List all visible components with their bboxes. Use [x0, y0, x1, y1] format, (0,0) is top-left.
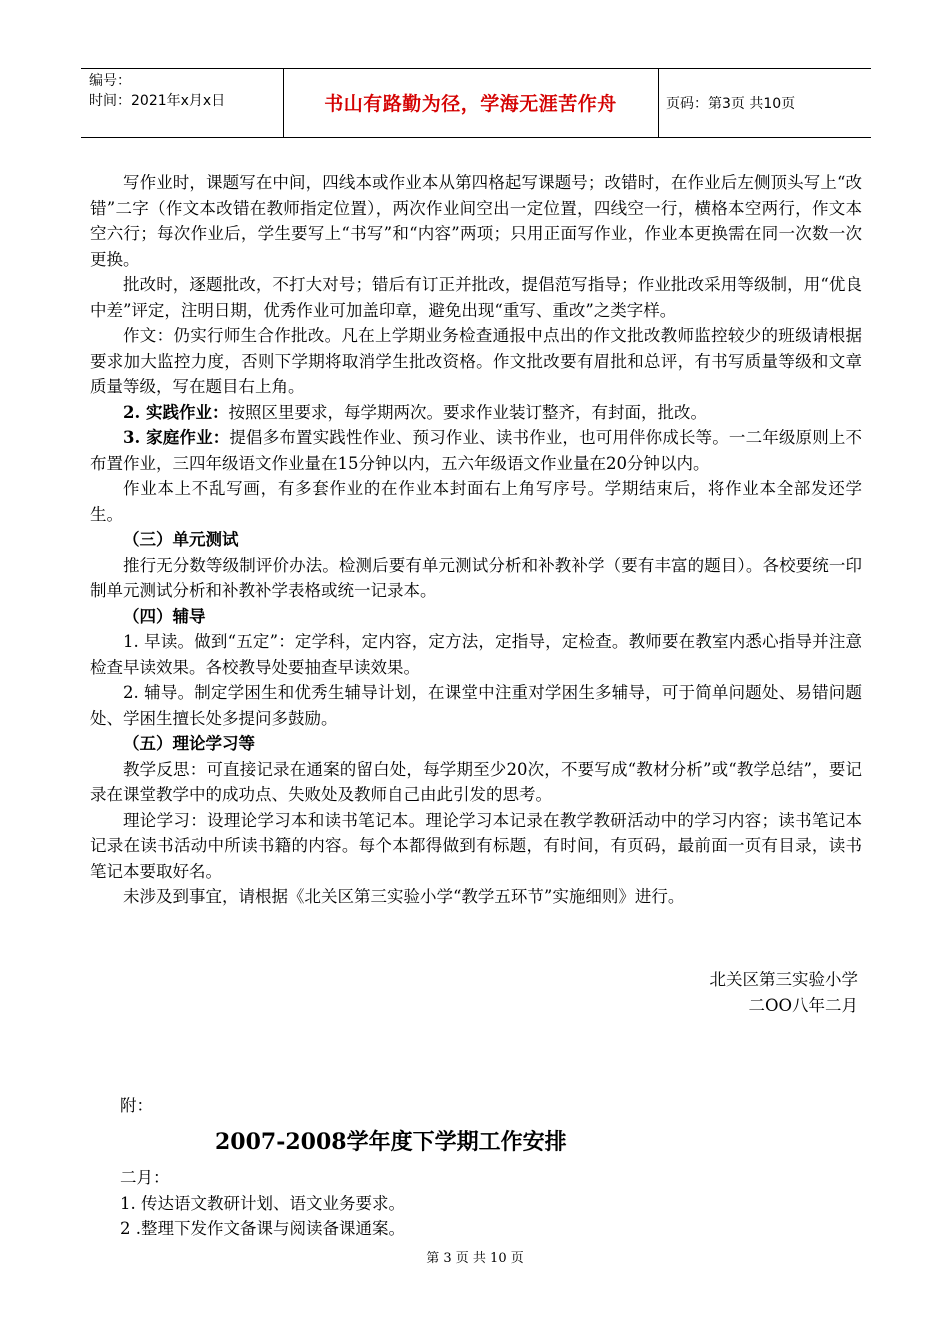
- list-item: 2 .整理下发作文备课与阅读备课通案。: [120, 1219, 405, 1238]
- document-body: [90, 170, 862, 910]
- section-heading-tutoring: （四）辅导: [123, 606, 206, 626]
- page-footer: 第 3 页 共 10 页: [426, 1251, 524, 1266]
- paragraph-other-matters: 未涉及到事宜，请根据《北关区第三实验小学“教学五环节”实施细则》进行。: [123, 887, 685, 906]
- paragraph-theory-study: 理论学习：设理论学习本和读书笔记本。理论学习本记录在教学教研活动中的学习内容；读书笔记本记录在读书活动中所读书籍的内容。每个本都得做到有标题，有时间，有页码，最前面一页有目录，读书笔记本要取好名。: [90, 810, 862, 881]
- attachment-label: 附：: [120, 1096, 153, 1115]
- attachment-month: 二月：: [120, 1168, 170, 1187]
- paragraph-family-homework: [90, 425, 862, 476]
- header-divider-right: [658, 69, 659, 137]
- practice-homework-label: 2. 实践作业：: [123, 402, 229, 422]
- signature-block: [710, 967, 859, 1019]
- header-page-info: 页码：第3页 共10页: [666, 96, 796, 112]
- paragraph-notebook-rules: 作业本上不乱写画，有多套作业的在作业本封面右上角写序号。学期结束后，将作业本全部发还学生。: [90, 479, 862, 524]
- paragraph-morning-reading: 1. 早读。做到“五定”：定学科，定内容，定方法，定指导，定检查。教师要在教室内悉心指导并注意检查早读效果。各校教导处要抽查早读效果。: [90, 632, 862, 677]
- family-homework-label: 3. 家庭作业：: [123, 428, 230, 447]
- paragraph-composition: 作文：仍实行师生合作批改。凡在上学期业务检查通报中点出的作文批改教师监控较少的班级请根据要求加大监控力度，否则下学期将取消学生批改资格。作文批改要有眉批和总评，有书写质量等级和文章质量等级，写在题目右上角。: [90, 326, 862, 396]
- signature-org: 北关区第三实验小学: [709, 970, 858, 989]
- attachment-title: 2007-2008学年度下学期工作安排: [215, 1129, 567, 1155]
- list-item: 1. 传达语文教研计划、语文业务要求。: [120, 1193, 405, 1213]
- signature-date: 二OO八年二月: [748, 996, 858, 1015]
- page-header: [81, 68, 871, 138]
- section-heading-unit-test: （三）单元测试: [123, 530, 239, 549]
- section-heading-theory-study: （五）理论学习等: [123, 734, 255, 753]
- header-motto: 书山有路勤为径，学海无涯苦作舟: [324, 93, 617, 115]
- paragraph-tutoring: 2. 辅导。制定学困生和优秀生辅导计划，在课堂中注重对学困生多辅导，可于简单问题处、易错问题处、学困生擅长处多提问多鼓励。: [90, 683, 862, 728]
- header-meta: [89, 71, 225, 111]
- time-line: 时间：2021年x月x日: [89, 93, 226, 109]
- paragraph-practice-homework: [90, 400, 862, 426]
- number-label: 编号：: [89, 73, 131, 89]
- attachment-list: [120, 1165, 405, 1242]
- paragraph-grading: 批改时，逐题批改，不打大对号；错后有订正并批改，提倡范写指导；作业批改采用等级制，用“优良中差”评定，注明日期，优秀作业可加盖印章，避免出现“重写、重改”之类字样。: [90, 275, 862, 320]
- practice-homework-text: 按照区里要求，每学期两次。要求作业装订整齐，有封面，批改。: [228, 402, 707, 422]
- family-homework-text: 提倡多布置实践性作业、预习作业、读书作业，也可用伴你成长等。一二年级原则上不布置作业，三四年级语文作业量在15分钟以内，五六年级语文作业量在20分钟以内。: [90, 428, 862, 473]
- paragraph-homework-format: 写作业时，课题写在中间，四线本或作业本从第四格起写课题号；改错时，在作业后左侧顶头写上“改错”二字（作文本改错在教师指定位置），两次作业间空出一定位置，四线空一行，横格本空两行，作文本空六行；每次作业后，学生要写上“书写”和“内容”两项；只用正面写作业，作业本更换需在同一次数一次更换。: [90, 173, 862, 269]
- paragraph-unit-test: 推行无分数等级制评价办法。检测后要有单元测试分析和补教补学（要有丰富的题目）。各校要统一印制单元测试分析和补教补学表格或统一记录本。: [90, 555, 862, 600]
- paragraph-reflection: 教学反思：可直接记录在通案的留白处，每学期至少20次，不要写成“教材分析”或“教学总结”，要记录在课堂教学中的成功点、失败处及教师自己由此引发的思考。: [90, 759, 862, 804]
